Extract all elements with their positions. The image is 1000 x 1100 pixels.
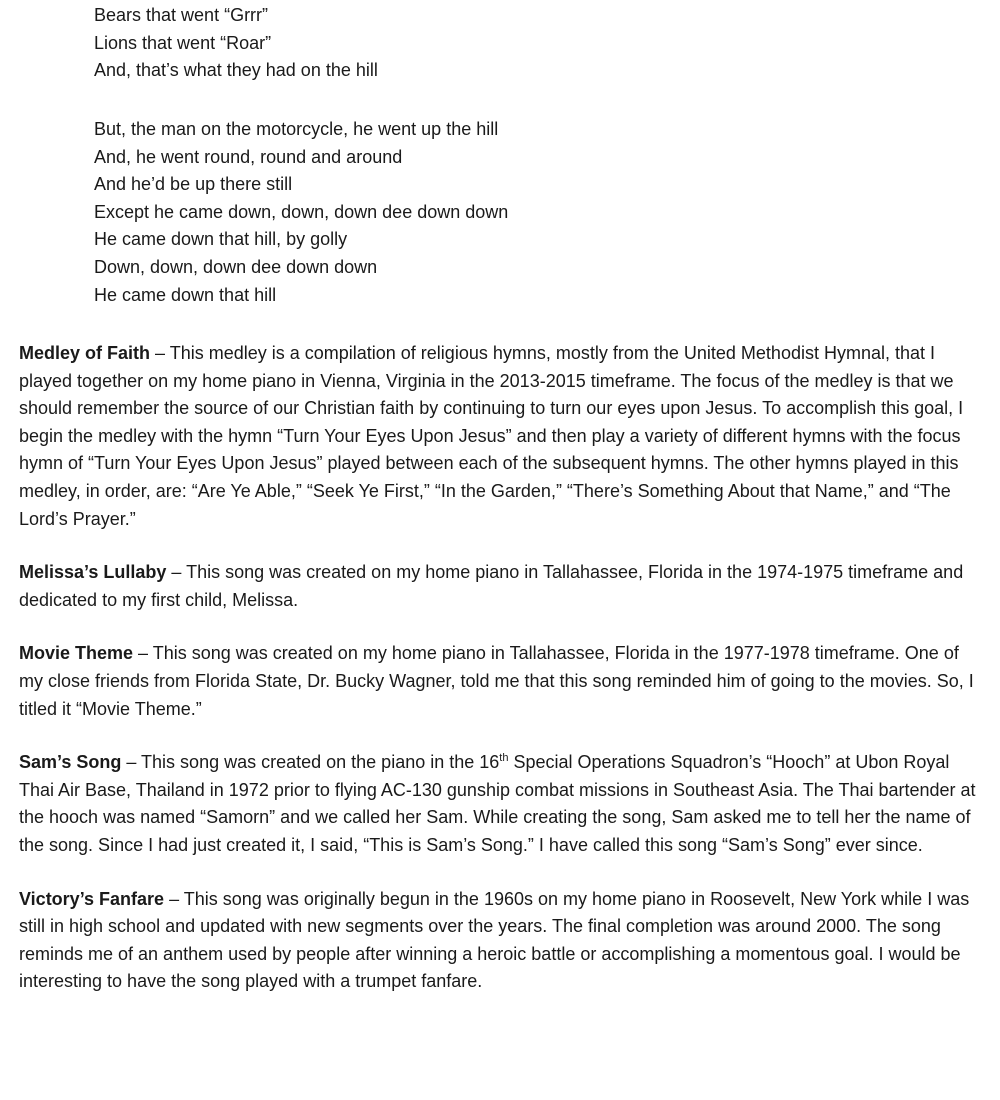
- song-description-part: Special Operations Squadron’s “Hooch” at Ubon Royal Thai Air Base, Thailand in 1972 prior to flying AC-130 gunship combat missions in Southeast Asia. The Thai bartender at the hooch was named “Samorn” and we called her Sam. While creating the song, Sam asked me to tell her the name of the song. Since I had just created it, I said, “This is Sam’s Song.” I have called this song “Sam’s Song” ever since.: [19, 752, 976, 855]
- song-title: Melissa’s Lullaby: [19, 562, 167, 583]
- song-title: Victory’s Fanfare: [19, 888, 165, 909]
- lyrics-stanza-1: [94, 2, 974, 85]
- song-entry-medley-of-faith: [19, 340, 981, 533]
- lyric-line: And he’d be up there still: [94, 174, 293, 195]
- song-description: – This song was created on my home piano in Tallahassee, Florida in the 1974-1975 timeframe and dedicated to my first child, Melissa.: [19, 562, 964, 610]
- lyric-line: Except he came down, down, down dee down down: [94, 201, 509, 222]
- lyric-line: And, he went round, round and around: [94, 146, 403, 167]
- song-description: – This song was created on my home piano in Tallahassee, Florida in the 1977-1978 timeframe. One of my close friends from Florida State, Dr. Bucky Wagner, told me that this song reminded him of going to the movies. So, I titled it “Movie Theme.”: [19, 643, 974, 719]
- song-description: – This song was originally begun in the 1960s on my home piano in Roosevelt, New York while I was still in high school and updated with new segments over the years. The final completion was around 2000. The song reminds me of an anthem used by people after winning a heroic battle or accomplishing a momentous goal. I would be interesting to have the song played with a trumpet fanfare.: [19, 888, 970, 992]
- lyric-line: Bears that went “Grrr”: [94, 5, 269, 25]
- song-entry-movie-theme: [19, 640, 981, 723]
- lyric-line: He came down that hill, by golly: [94, 229, 348, 250]
- lyric-line: Lions that went “Roar”: [94, 32, 272, 53]
- song-title: Medley of Faith: [19, 343, 151, 363]
- lyric-line: But, the man on the motorcycle, he went up the hill: [94, 119, 499, 139]
- lyric-line: Down, down, down dee down down: [94, 256, 378, 277]
- song-descriptions: [19, 340, 981, 1022]
- lyrics-stanza-2: [94, 116, 974, 309]
- song-description: – This medley is a compilation of religious hymns, mostly from the United Methodist Hymnal, that I played together on my home piano in Vienna, Virginia in the 2013-2015 timeframe. The focus of the medley is that we should remember the source of our Christian faith by continuing to turn our eyes upon Jesus. To accomplish this goal, I begin the medley with the hymn “Turn Your Eyes Upon Jesus” and then play a variety of different hymns with the focus hymn of “Turn Your Eyes Upon Jesus” played between each of the subsequent hymns. The other hymns played in this medley, in order, are: “Are Ye Able,” “Seek Ye First,” “In the Garden,” “There’s Something About that Name,” and “The Lord’s Prayer.”: [19, 343, 964, 529]
- song-title: Movie Theme: [19, 643, 134, 664]
- song-title: Sam’s Song: [19, 752, 122, 773]
- song-entry-sams-song: [19, 749, 981, 859]
- song-entry-victorys-fanfare: [19, 886, 981, 996]
- ordinal-superscript: th: [499, 752, 509, 765]
- song-entry-melissas-lullaby: [19, 559, 981, 614]
- lyric-line: And, that’s what they had on the hill: [94, 60, 378, 81]
- song-description-part: – This song was created on the piano in the 16: [121, 752, 500, 773]
- lyric-line: He came down that hill: [94, 284, 277, 305]
